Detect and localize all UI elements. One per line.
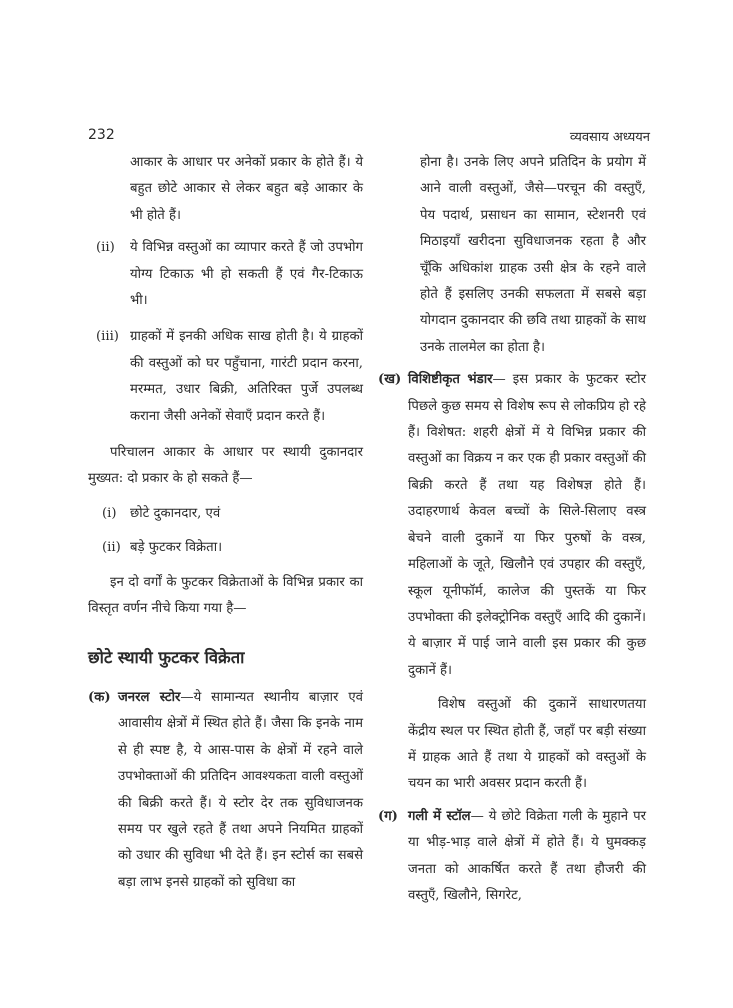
entry-term: जनरल स्टोर xyxy=(118,689,181,705)
list-item xyxy=(88,235,363,314)
list-item xyxy=(88,324,363,430)
entry-text: — इस प्रकार के फुटकर स्टोर पिछले कुछ समय से विशेष रूप से लोकप्रिय हो रहे हैं। विशेषत: शहरी क्षेत्रों में ये विभिन्न प्रकार की वस्तुओं का विक्रय न कर एक ही प्रकार वस्तुओं की बिक्री करते हैं तथा यह विशेषज्ञ होते हैं। उदाहरणार्थ केवल बच्चों के सिले-सिलाए वस्त्र बेचने वाली दुकानें या फिर पुरुषों के वस्त्र, महिलाओं के जूते, खिलौने एवं उपहार की वस्तुएँ, स्कूल यूनीफॉर्म, कालेज की पुस्तकें या फिर उपभोक्ता की इलेक्ट्रोनिक वस्तुएँ आदि की दुकानें। ये बाज़ार में पाई जाने वाली इस प्रकार की कुछ दुकानें हैं। xyxy=(408,372,646,678)
sub-item-text: बड़े फुटकर विक्रेता। xyxy=(130,540,223,556)
sub-list-item xyxy=(88,535,363,561)
left-column xyxy=(88,150,363,904)
list-marker: (ii) xyxy=(96,240,115,256)
list-item-text: ग्राहकों में इनकी अधिक साख होती है। ये ग्राहकों की वस्तुओं को घर पहुँचाना, गारंटी प्रदान करना, मरम्मत, उधार बिक्री, अतिरिक्त पुर्जे उपलब्ध कराना जैसी अनेकों सेवाएँ प्रदान करते हैं। xyxy=(130,329,363,424)
list-marker: (iii) xyxy=(96,329,119,345)
lead-paragraph: परिचालन आकार के आधार पर स्थायी दुकानदार मुख्यत: दो प्रकार के हो सकते हैं— xyxy=(88,445,363,487)
continued-paragraph: होना है। उनके लिए अपने प्रतिदिन के प्रयोग में आने वाली वस्तुओं, जैसे—परचून की वस्तुएँ, पेय पदार्थ, प्रसाधन का सामान, स्टेशनरी एवं मिठाइयाँ खरीदना सुविधाजनक रहता है और चूँकि अधिकांश ग्राहक उसी क्षेत्र के रहने वाले होते हैं इसलिए उनकी सफलता में सबसे बड़ा योगदान दुकानदार की छवि तथा ग्राहकों के साथ उनके तालमेल का होता है। xyxy=(420,155,646,355)
list-marker: (ii) xyxy=(102,540,121,556)
entry-marker: (ग) xyxy=(378,808,398,824)
entry-text: — ये छोटे विक्रेता गली के मुहाने पर या भीड़-भाड़ वाले क्षेत्रों में होते हैं। ये घुमक्कड़ जनता को आकर्षित करते हैं तथा हौजरी की वस्तुएँ, खिलौने, सिगरेट, xyxy=(408,808,646,903)
right-column xyxy=(378,150,646,917)
body-paragraph: विशेष वस्तुओं की दुकानें साधारणतया केंद्रीय स्थल पर स्थित होती हैं, जहाँ पर बड़ी संख्या में ग्राहक आते हैं तथा ये ग्राहकों को वस्तुओं के चयन का भारी अवसर प्रदान करती हैं। xyxy=(408,697,646,792)
sub-item-text: छोटे दुकानदार, एवं xyxy=(130,505,221,521)
entry-text: —ये सामान्यत स्थानीय बाज़ार एवं आवासीय क्षेत्रों में स्थित होते हैं। जैसा कि इनके नाम से ही स्पष्ट है, ये आस-पास के क्षेत्रों में रहने वाले उपभोक्ताओं की प्रतिदिन आवश्यकता वाली वस्तुओं की बिक्री करते हैं। ये स्टोर देर तक सुविधाजनक समय पर खुले रहते हैं तथा अपने नियमित ग्राहकों को उधार की सुविधा भी देते हैं। इन स्टोर्स का सबसे बड़ा लाभ इनसे ग्राहकों को सुविधा का xyxy=(118,689,363,890)
entry-specialty-store xyxy=(378,367,646,684)
intro-paragraph: इन दो वर्गों के फुटकर विक्रेताओं के विभिन्न प्रकार का विस्तृत वर्णन नीचे किया गया है— xyxy=(88,574,363,617)
entry-marker: (ख) xyxy=(378,372,402,388)
entry-general-store xyxy=(88,685,363,896)
sub-list-item xyxy=(88,501,363,527)
page-number: 232 xyxy=(88,127,115,143)
entry-street-stall xyxy=(378,804,646,910)
entry-term: विशिष्टीकृत भंडार xyxy=(408,372,493,388)
continued-paragraph: आकार के आधार पर अनेकों प्रकार के होते हैं। ये बहुत छोटे आकार से लेकर बहुत बड़े आकार के भी होते हैं। xyxy=(130,155,363,223)
entry-term: गली में स्टॉल xyxy=(408,808,471,824)
entry-marker: (क) xyxy=(88,689,111,705)
section-heading: छोटे स्थायी फुटकर विक्रेता xyxy=(88,647,245,667)
list-item-text: ये विभिन्न वस्तुओं का व्यापार करते हैं जो उपभोग योग्य टिकाऊ भी हो सकती हैं एवं गैर-टिकाऊ भी। xyxy=(130,240,363,309)
running-title: व्यवसाय अध्ययन xyxy=(569,130,650,145)
list-marker: (i) xyxy=(102,505,117,521)
